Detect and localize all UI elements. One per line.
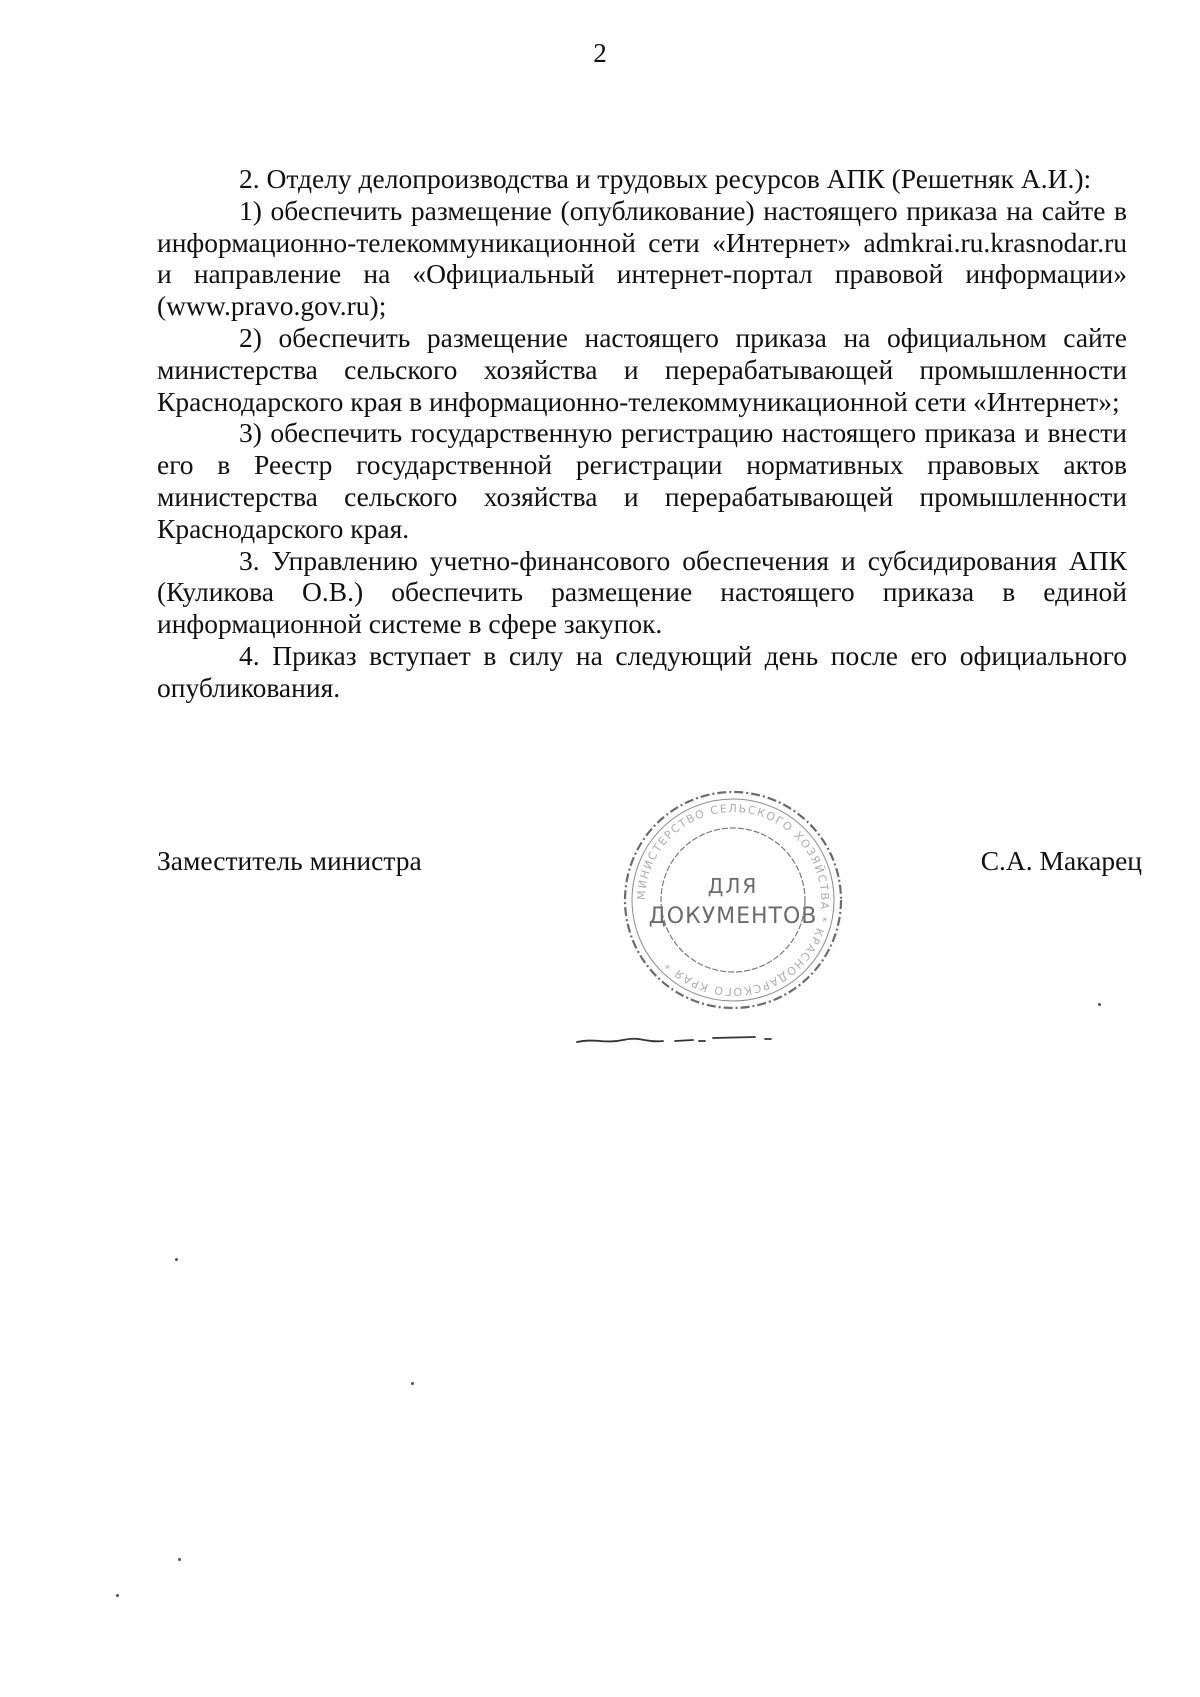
- order-body: [157, 163, 1127, 704]
- paragraph-2-3: 3) обеспечить государственную регистрацию настоящего приказа и внести его в Реестр государственной регистрации нормативных правовых актов министерства сельского хозяйства и перерабатывающей промышленности Краснодарского края.: [157, 417, 1127, 544]
- paragraph-4: 4. Приказ вступает в силу на следующий день после его официального опубликования.: [157, 639, 1127, 703]
- signatory-name: С.А. Макарец: [980, 845, 1142, 876]
- paragraph-2-1: 1) обеспечить размещение (опубликование) настоящего приказа на сайте в информационно-телекоммуникационной сети «Интернет» admkrai.ru.krasnodar.ru и направление на «Официальный интернет-портал правовой информации» (www.pravo.gov.ru);: [157, 194, 1127, 322]
- paragraph-3: 3. Управлению учетно-финансового обеспечения и субсидирования АПК (Куликова О.В.) обеспечить размещение настоящего приказа в единой информационной системе в сфере закупок.: [157, 544, 1127, 640]
- stamp-center-line-1: ДЛЯ: [707, 874, 759, 898]
- paragraph-2: 2. Отделу делопроизводства и трудовых ресурсов АПК (Решетняк А.И.):: [239, 163, 1092, 194]
- signatory-position: Заместитель министра: [157, 845, 422, 876]
- scan-speck: [175, 1258, 178, 1261]
- scan-speck: [411, 1382, 414, 1385]
- scan-speck: [1098, 1003, 1101, 1006]
- stamp-ring-text: МИНИСТЕРСТВО СЕЛЬСКОГО ХОЗЯЙСТВА * КРАСНОДАРСКОГО КРАЯ *: [634, 801, 832, 999]
- official-seal-stamp: [618, 785, 848, 1015]
- handwritten-mark: [575, 1030, 795, 1050]
- scan-speck: [116, 1594, 119, 1597]
- scan-speck: [178, 1558, 181, 1561]
- stamp-center-line-2: ДОКУМЕНТОВ: [648, 904, 818, 929]
- page-number: 2: [593, 38, 607, 68]
- paragraph-2-2: 2) обеспечить размещение настоящего приказа на официальном сайте министерства сельского хозяйства и перерабатывающей промышленности Краснодарского края в информационно-телекоммуникационной сети «Интернет»;: [157, 321, 1127, 417]
